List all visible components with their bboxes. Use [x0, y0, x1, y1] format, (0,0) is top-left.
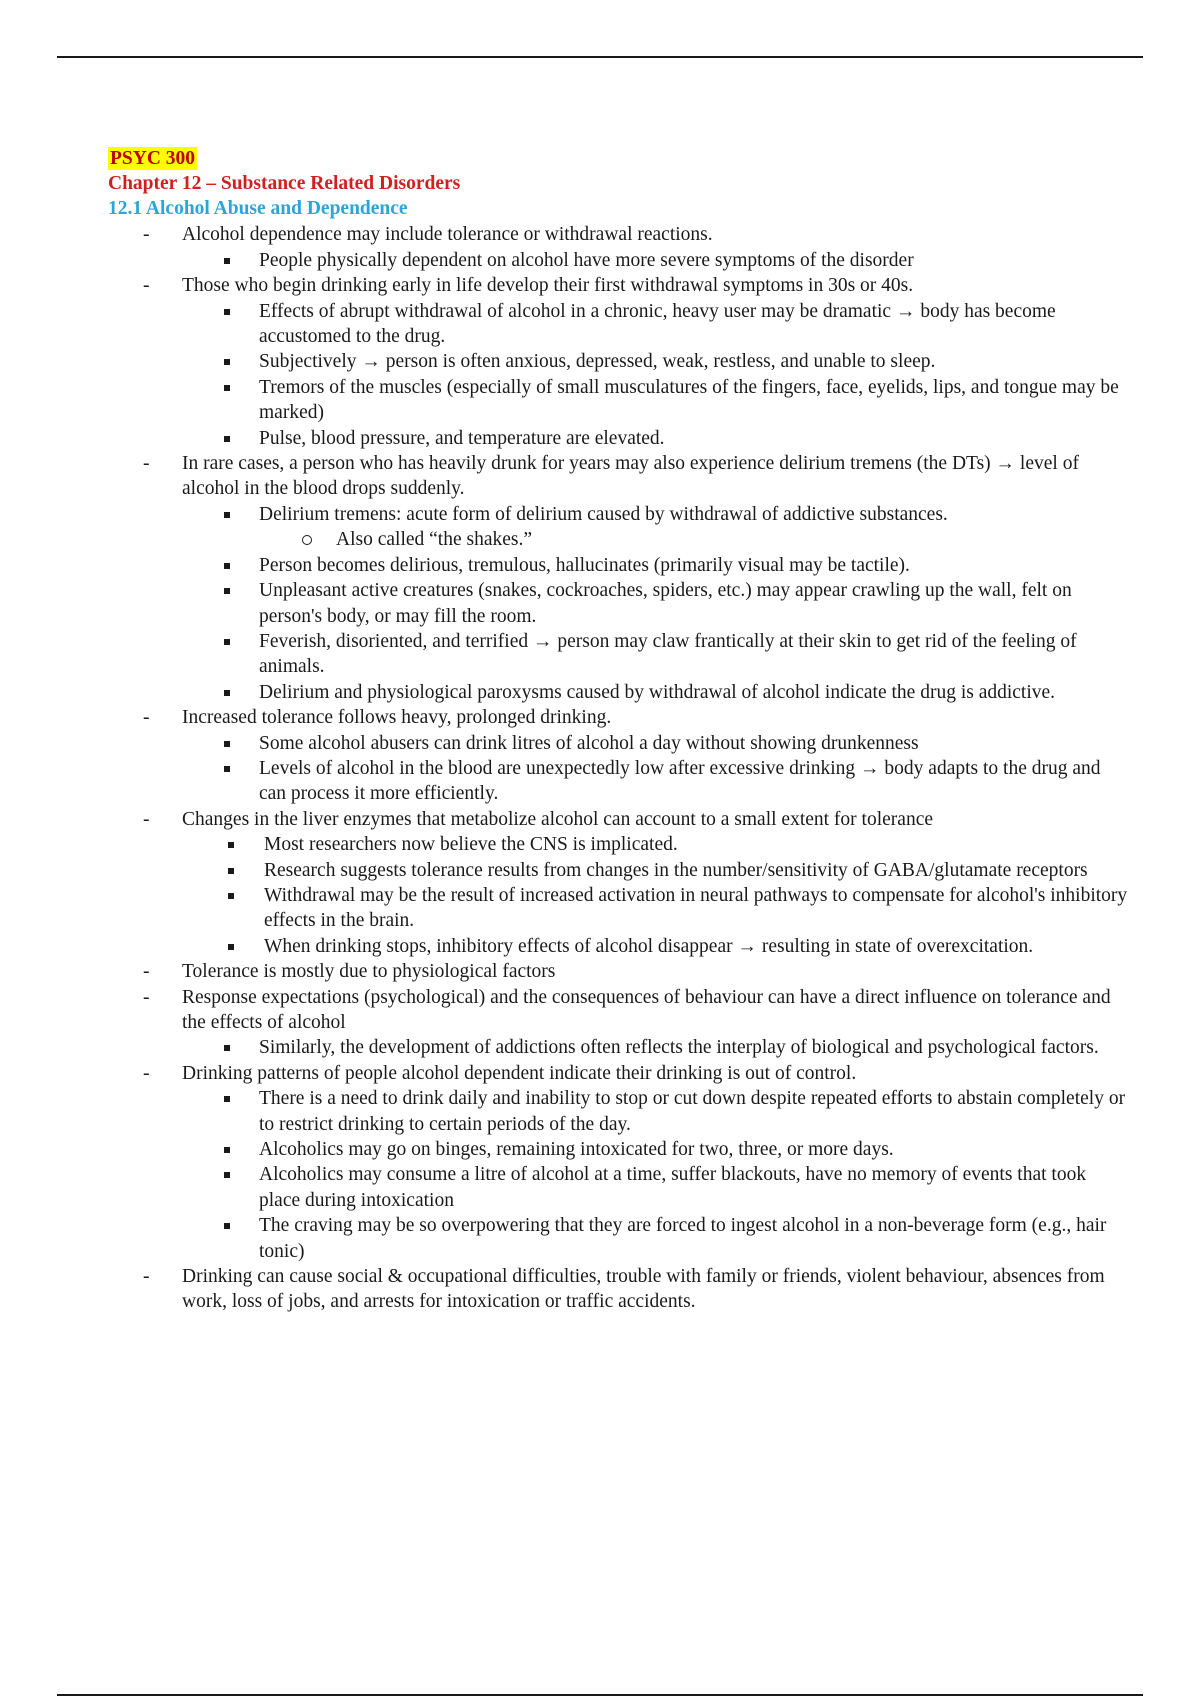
sub-item: [182, 680, 1128, 705]
outline-item-text: Drinking patterns of people alcohol dependent indicate their drinking is out of control.: [182, 1062, 857, 1084]
sub-item-text: When drinking stops, inhibitory effects of alcohol disappear → resulting in state of overexcitation.: [264, 935, 1034, 957]
outline-item: [108, 273, 1128, 451]
outline-item-text: Increased tolerance follows heavy, prolonged drinking.: [182, 707, 612, 729]
sub-item: [182, 299, 1128, 350]
square-bullet-icon: [228, 842, 234, 848]
square-bullet-icon: [224, 512, 230, 518]
outline-item-text: Those who begin drinking early in life develop their first withdrawal symptoms in 30s or 40s.: [182, 275, 914, 297]
sub-item: [182, 502, 1128, 527]
footer-rule: [57, 1694, 1143, 1696]
outline-item: [108, 451, 1128, 705]
outline-list: [108, 222, 1128, 1314]
course-code-line: [108, 146, 1128, 171]
outline-item-text: Response expectations (psychological) and the consequences of behaviour can have a direct influence on tolerance and the effects of alcohol: [182, 986, 1111, 1033]
square-bullet-icon: [224, 1147, 230, 1153]
square-bullet-icon: [224, 1172, 230, 1178]
square-bullet-icon: [224, 563, 230, 569]
sub-item: [182, 883, 1128, 934]
outline-item: [108, 807, 1128, 959]
square-bullet-icon: [228, 893, 234, 899]
dash-marker: -: [143, 1062, 150, 1084]
sub-item-text: Most researchers now believe the CNS is implicated.: [264, 834, 678, 856]
outline-item: [108, 985, 1128, 1061]
sub-item: [182, 1086, 1128, 1137]
sub-item: [182, 1162, 1128, 1213]
sub-item-text: Person becomes delirious, tremulous, hallucinates (primarily visual may be tactile).: [259, 554, 910, 576]
circle-bullet-icon: [302, 535, 312, 545]
outline-item-text: Alcohol dependence may include tolerance or withdrawal reactions.: [182, 224, 713, 246]
sub-item-text: Withdrawal may be the result of increased activation in neural pathways to compensate for alcohol's inhibitory effects in the brain.: [264, 884, 1128, 932]
square-bullet-icon: [224, 385, 230, 391]
sub-item: [182, 1035, 1128, 1060]
square-bullet-icon: [228, 868, 234, 874]
sub-item: [182, 858, 1128, 883]
outline-item-text: In rare cases, a person who has heavily drunk for years may also experience delirium tremens (the DTs) → level of alcohol in the blood drops suddenly.: [182, 453, 1079, 500]
sub-item-text: Levels of alcohol in the blood are unexpectedly low after excessive drinking → body adapts to the drug and can process it more efficiently.: [259, 757, 1101, 805]
square-bullet-icon: [224, 588, 230, 594]
dash-marker: -: [143, 808, 150, 830]
dash-marker: -: [143, 961, 150, 983]
square-bullet-icon: [224, 309, 230, 315]
sub-item: [182, 578, 1128, 629]
sub-item-text: Subjectively → person is often anxious, depressed, weak, restless, and unable to sleep.: [259, 351, 936, 373]
sub-item-text: Similarly, the development of addictions often reflects the interplay of biological and psychological factors.: [259, 1037, 1099, 1059]
sub-item-text: Effects of abrupt withdrawal of alcohol in a chronic, heavy user may be dramatic → body has become accustomed to the drug.: [259, 300, 1056, 348]
sub-item: [182, 629, 1128, 680]
sub-sub-item-text: Also called “the shakes.”: [336, 529, 533, 551]
dash-marker: -: [143, 224, 150, 246]
outline-item: [108, 222, 1128, 273]
sub-item: [182, 553, 1128, 578]
square-bullet-icon: [224, 436, 230, 442]
outline-item: [108, 705, 1128, 807]
outline-item-text: Tolerance is mostly due to physiological factors: [182, 961, 556, 983]
sub-item: [182, 731, 1128, 756]
square-bullet-icon: [224, 1045, 230, 1051]
square-bullet-icon: [224, 258, 230, 264]
outline-item: [108, 1264, 1128, 1315]
sub-item: [182, 1213, 1128, 1264]
sub-item-text: There is a need to drink daily and inability to stop or cut down despite repeated efforts to abstain completely or to restrict drinking to certain periods of the day.: [259, 1088, 1126, 1135]
sub-item-text: Unpleasant active creatures (snakes, cockroaches, spiders, etc.) may appear crawling up the wall, felt on person's body, or may fill the room.: [259, 580, 1072, 627]
square-bullet-icon: [224, 1096, 230, 1102]
square-bullet-icon: [224, 1223, 230, 1229]
square-bullet-icon: [224, 690, 230, 696]
sub-item: [182, 349, 1128, 374]
header-rule: [57, 56, 1143, 58]
dash-marker: -: [143, 453, 150, 475]
sub-item-text: Pulse, blood pressure, and temperature are elevated.: [259, 427, 665, 449]
square-bullet-icon: [224, 639, 230, 645]
sub-item-text: The craving may be so overpowering that they are forced to ingest alcohol in a non-beverage form (e.g., hair tonic): [259, 1215, 1107, 1262]
sub-item-text: Feverish, disoriented, and terrified → person may claw frantically at their skin to get rid of the feeling of animals.: [259, 630, 1077, 678]
dash-marker: -: [143, 986, 150, 1008]
document-body: [108, 146, 1128, 1315]
square-bullet-icon: [228, 944, 234, 950]
sub-sub-item: [182, 527, 1128, 552]
outline-item: [108, 959, 1128, 984]
sub-item: [182, 248, 1128, 273]
sub-item: [182, 426, 1128, 451]
sub-item-text: Alcoholics may go on binges, remaining intoxicated for two, three, or more days.: [259, 1139, 894, 1161]
outline-item: [108, 1061, 1128, 1264]
outline-item-text: Drinking can cause social & occupational difficulties, trouble with family or friends, violent behaviour, absences from work, loss of jobs, and arrests for intoxication or traffic accidents.: [182, 1266, 1105, 1313]
sub-item: [182, 832, 1128, 857]
sub-item: [182, 934, 1128, 959]
sub-item-text: Alcoholics may consume a litre of alcohol at a time, suffer blackouts, have no memory of events that took place during intoxication: [259, 1164, 1087, 1211]
sub-item-text: Delirium and physiological paroxysms caused by withdrawal of alcohol indicate the drug is addictive.: [259, 681, 1056, 703]
sub-item: [182, 756, 1128, 807]
section-heading: 12.1 Alcohol Abuse and Dependence: [108, 198, 408, 220]
dash-marker: -: [143, 1266, 150, 1288]
course-code: PSYC 300: [110, 148, 196, 169]
sub-item-text: Some alcohol abusers can drink litres of alcohol a day without showing drunkenness: [259, 732, 919, 754]
sub-item: [182, 1137, 1128, 1162]
sub-item-text: Delirium tremens: acute form of delirium caused by withdrawal of addictive substances.: [259, 503, 948, 525]
chapter-title: Chapter 12 – Substance Related Disorders: [108, 173, 461, 195]
sub-item-text: Research suggests tolerance results from changes in the number/sensitivity of GABA/glutamate receptors: [264, 859, 1088, 881]
sub-item-text: People physically dependent on alcohol have more severe symptoms of the disorder: [259, 249, 914, 271]
outline-item-text: Changes in the liver enzymes that metabolize alcohol can account to a small extent for tolerance: [182, 808, 933, 830]
square-bullet-icon: [224, 766, 230, 772]
square-bullet-icon: [224, 359, 230, 365]
dash-marker: -: [143, 275, 150, 297]
square-bullet-icon: [224, 741, 230, 747]
dash-marker: -: [143, 707, 150, 729]
sub-item: [182, 375, 1128, 426]
sub-item-text: Tremors of the muscles (especially of small musculatures of the fingers, face, eyelids, lips, and tongue may be marked): [259, 376, 1119, 424]
